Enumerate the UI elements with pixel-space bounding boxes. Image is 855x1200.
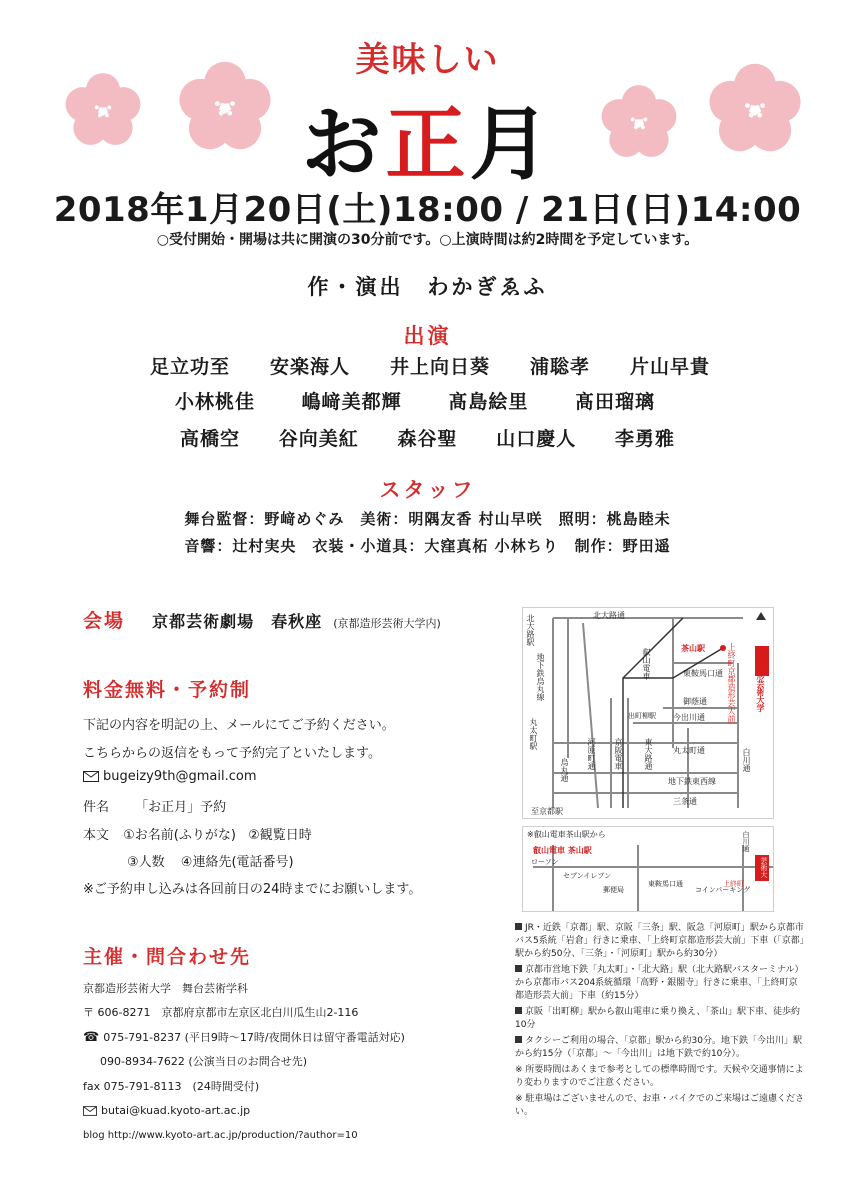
cast-member: 片山早貴 <box>629 356 710 378</box>
cast-row <box>180 424 675 451</box>
map2-label: コインパーキング <box>695 886 751 894</box>
title-part: お <box>301 98 386 191</box>
subject-value: 「お正月」予約 <box>135 800 227 815</box>
body-label: 本文 <box>83 828 110 843</box>
email-link[interactable]: bugeizy9th@gmail.com <box>103 769 257 784</box>
access-text: JR・近鉄「京都」駅、京阪「三条」駅、阪急「河原町」駅から京都市バス5系統「岩倉」行きに乗車、「上終町京都造形芸大前」下車（「京都」駅から約50分、「三条」・「河原町」駅から約30分） <box>515 923 805 959</box>
cast-member: 山口慶人 <box>496 428 577 450</box>
title-accent: 正 <box>385 98 470 191</box>
cast-member: 安楽海人 <box>269 356 350 378</box>
map-label: 北大路駅 <box>526 614 535 646</box>
kicker-text: 美味しい <box>355 40 500 80</box>
staff-line: 舞台監督：野﨑めぐみ 美術：明隅友香 村山早咲 照明：桃島睦未 <box>184 510 671 528</box>
email-row <box>83 769 256 784</box>
station-map <box>522 826 774 912</box>
access-info <box>515 922 805 1119</box>
cast-member: 嶋﨑美都輝 <box>301 391 402 413</box>
blog-link[interactable]: blog http://www.kyoto-art.ac.jp/production/?author=10 <box>83 1130 358 1141</box>
contact-tel: 075-791-8237 (平日9時〜17時/夜間休日は留守番電話対応) <box>103 1031 405 1044</box>
venue-label: 会場 <box>83 610 126 632</box>
body-item: ③人数 <box>127 855 165 870</box>
map-label: 御蔭通 <box>683 697 707 706</box>
mail-icon <box>83 771 99 782</box>
map2-label: 東鞍馬口通 <box>648 880 683 888</box>
map-label: 東鞍馬口通 <box>683 669 723 678</box>
map-label: 丸太町駅 <box>529 718 538 750</box>
contact-fax: fax 075-791-8113 (24時間受付) <box>83 1080 260 1093</box>
map-label: 丸太町通 <box>673 746 705 755</box>
access-map <box>522 607 774 819</box>
north-arrow-icon <box>756 612 766 626</box>
tel-row <box>83 1029 405 1045</box>
subject-label: 件名 <box>83 800 110 815</box>
cast-member: 李勇雅 <box>614 428 675 450</box>
map-label: 京阪電車 <box>614 738 623 770</box>
cast-member: 井上向日葵 <box>389 356 490 378</box>
access-item <box>515 922 805 961</box>
cast-member: 髙島絵里 <box>448 391 529 413</box>
contact-mail-row <box>83 1104 250 1117</box>
staff-heading: スタッフ <box>379 478 476 502</box>
contact-org: 京都造形芸術大学 舞台芸術学科 <box>83 982 248 995</box>
map-label: 地下鉄烏丸線 <box>536 653 545 701</box>
cast-member: 髙田瑠璃 <box>574 391 655 413</box>
map2-label: 芸術大 <box>760 857 768 878</box>
cast-member: 森谷聖 <box>397 428 458 450</box>
body-row <box>127 851 294 870</box>
map2-label: セブンイレブン <box>563 872 612 880</box>
map-label: 叡山電車 <box>642 648 651 680</box>
access-item <box>515 1035 805 1061</box>
cast-row <box>150 352 710 379</box>
cast-row <box>175 387 655 414</box>
access-note: ※ 駐車場はございませんので、お車・バイクでのご来場はご遠慮ください。 <box>515 1094 805 1117</box>
map-label: 出町柳駅 <box>628 712 656 720</box>
schedule-note: ○受付開始・開場は共に開演の30分前です。○上演時間は約2時間を予定しています。 <box>156 232 699 248</box>
map-label: 京都造形芸術大学 <box>756 648 765 712</box>
map2-label: 叡山電車 茶山駅 <box>533 846 592 855</box>
contact-heading: 主催・問合わせ先 <box>83 946 252 968</box>
contact-address: 〒 606-8271 京都府京都市左京区北白川瓜生山2-116 <box>83 1006 359 1019</box>
author-line: 作・演出 わかぎゑふ <box>307 275 548 299</box>
map-label: 三条通 <box>673 797 697 806</box>
body-item: ②観覧日時 <box>248 828 312 843</box>
phone-icon: ☎ <box>83 1029 100 1045</box>
deadline-note: ※ご予約申し込みは各回前日の24時までにお願いします。 <box>83 882 422 897</box>
venue-sub: (京都造形芸術大学内) <box>333 617 441 630</box>
cast-member: 浦聡孝 <box>529 356 590 378</box>
access-note: ※ 所要時間はあくまで参考としての標準時間です。天候や交通事情により変わりますのでご注意ください。 <box>515 1065 804 1088</box>
map-label: 河原町通 <box>587 738 596 770</box>
map-label: 茶山駅 <box>681 644 705 653</box>
map-label: 地下鉄東西線 <box>668 777 716 786</box>
map-label: 至京都駅 <box>531 807 563 816</box>
body-row <box>83 824 312 843</box>
map-label: 北大路通 <box>593 611 625 620</box>
venue-name: 京都芸術劇場 春秋座 <box>152 612 323 631</box>
body-item: ①お名前(ふりがな) <box>123 828 236 843</box>
venue-row <box>83 606 441 633</box>
reservation-text: こちらからの返信をもって予約完了といたします。 <box>83 746 381 761</box>
map2-label: ローソン <box>531 858 559 866</box>
subject-row <box>83 796 226 815</box>
access-text: 京都市営地下鉄「丸太町」・「北大路」駅（北大路駅バスターミナル）から京都市バス204系統循環「高野・銀閣寺」行きに乗車、「上終町京都造形芸大前」下車（約15分） <box>515 965 804 1001</box>
map2-label: 郵便局 <box>603 886 624 894</box>
performance-dates: 2018年1月20日(土)18:00 / 21日(日)14:00 <box>53 190 802 230</box>
page-title <box>0 80 855 195</box>
cast-member: 小林桃佳 <box>175 391 256 413</box>
staff-line: 音響：辻村実央 衣装・小道具：大窪真柘 小林ちり 制作：野田遥 <box>184 537 671 555</box>
cast-heading: 出演 <box>403 324 452 348</box>
cast-member: 高橋空 <box>180 428 241 450</box>
map2-label: 白川通 <box>742 831 750 852</box>
access-item <box>515 1006 805 1032</box>
map2-label: 上終町 <box>723 880 744 888</box>
map-label: 今出川通 <box>673 713 705 722</box>
cast-member: 足立功至 <box>150 356 231 378</box>
access-text: 京阪「出町柳」駅から叡山電車に乗り換え、「茶山」駅下車、徒歩約10分 <box>515 1007 801 1030</box>
reservation-text: 下記の内容を明記の上、メールにてご予約ください。 <box>83 718 395 733</box>
map-label: 白川通 <box>742 748 751 772</box>
map-label: 上終町京都造形芸大前 <box>727 643 736 723</box>
body-item: ④連絡先(電話番号) <box>180 855 294 870</box>
reservation-heading: 料金無料・予約制 <box>83 679 252 701</box>
contact-email[interactable]: butai@kuad.kyoto-art.ac.jp <box>101 1104 251 1117</box>
access-item <box>515 964 805 1003</box>
map-label: 烏丸通 <box>560 758 569 782</box>
map-label: 東大路通 <box>644 738 653 770</box>
title-part: 月 <box>469 98 554 191</box>
contact-tel2: 090-8934-7622 (公演当日のお問合せ先) <box>100 1055 308 1068</box>
map2-title: ※叡山電車茶山駅から <box>527 830 606 839</box>
access-text: タクシーご利用の場合、「京都」駅から約30分。地下鉄「今出川」駅から約15分（「京都」〜「今出川」は地下鉄で約10分）。 <box>515 1036 802 1059</box>
cast-member: 谷向美紅 <box>278 428 359 450</box>
mail-icon <box>83 1106 97 1116</box>
